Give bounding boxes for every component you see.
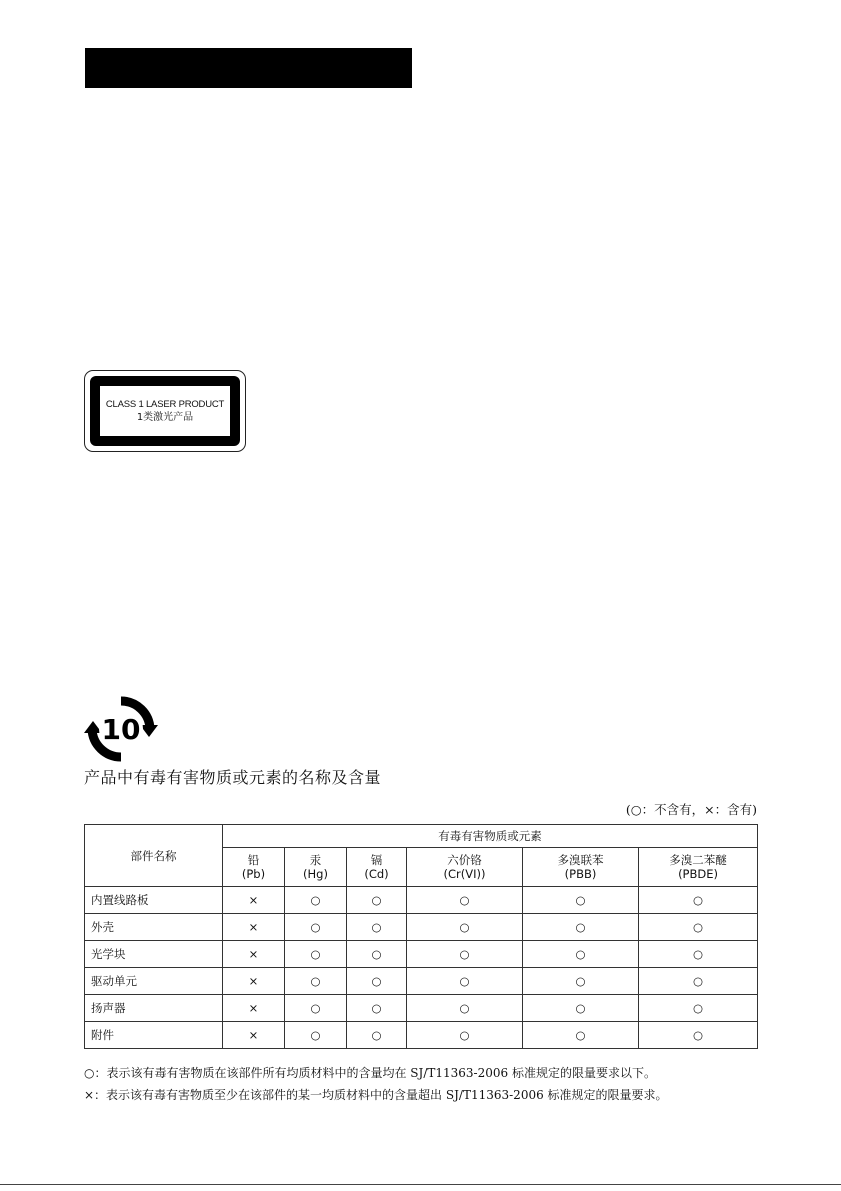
section-title: 产品中有毒有害物质或元素的名称及含量 — [84, 768, 382, 787]
substance-status-cell: × — [223, 968, 285, 995]
legend-note: (○：不含有，×：含有) — [625, 802, 757, 817]
substance-name: 六价铬 — [447, 853, 482, 867]
substance-status-cell: ○ — [285, 887, 347, 914]
laser-label-line2: 1类激光产品 — [136, 411, 194, 423]
substance-name: 汞 — [309, 853, 322, 867]
table-body — [85, 887, 758, 1049]
substance-status-cell: ○ — [285, 1022, 347, 1049]
substance-name: 多溴二苯醚 — [669, 853, 727, 867]
substance-header — [223, 848, 285, 887]
laser-label-panel — [100, 386, 230, 436]
substance-status-cell: ○ — [639, 914, 758, 941]
substance-group-header: 有毒有害物质或元素 — [223, 825, 758, 848]
substance-status-cell: ○ — [523, 914, 639, 941]
substance-status-cell: ○ — [639, 1022, 758, 1049]
laser-label-line1: CLASS 1 LASER PRODUCT — [105, 398, 225, 410]
substance-name: 镉 — [370, 853, 383, 867]
part-name-cell: 附件 — [85, 1022, 223, 1049]
substance-status-cell: ○ — [523, 968, 639, 995]
substance-status-cell: ○ — [639, 968, 758, 995]
substance-status-cell: ○ — [285, 914, 347, 941]
part-name-cell: 外壳 — [85, 914, 223, 941]
substance-status-cell: ○ — [285, 995, 347, 1022]
substance-header — [407, 848, 523, 887]
part-name-cell: 内置线路板 — [85, 887, 223, 914]
table-row — [85, 887, 758, 914]
substance-header — [285, 848, 347, 887]
substance-symbol: (Cr(VI)) — [443, 867, 486, 881]
substance-status-cell: ○ — [639, 995, 758, 1022]
substance-status-cell: ○ — [407, 914, 523, 941]
environmental-protection-use-period-10-icon — [84, 695, 158, 763]
hazardous-substance-table — [84, 824, 758, 1049]
table-row — [85, 914, 758, 941]
substance-name: 铅 — [247, 853, 260, 867]
laser-product-label — [84, 370, 246, 452]
substance-status-cell: × — [223, 995, 285, 1022]
substance-symbol: (Cd) — [364, 867, 389, 881]
part-name-cell: 光学块 — [85, 941, 223, 968]
table-row — [85, 995, 758, 1022]
substance-status-cell: ○ — [523, 995, 639, 1022]
table-row — [85, 941, 758, 968]
substance-header — [347, 848, 407, 887]
table-row — [85, 1022, 758, 1049]
substance-status-cell: ○ — [523, 887, 639, 914]
substance-status-cell: ○ — [523, 941, 639, 968]
substance-symbol: (Pb) — [241, 867, 266, 881]
substance-status-cell: × — [223, 941, 285, 968]
substance-header — [639, 848, 758, 887]
substance-status-cell: × — [223, 914, 285, 941]
substance-symbol: (Hg) — [303, 867, 328, 881]
substance-status-cell: × — [223, 1022, 285, 1049]
substance-status-cell: ○ — [347, 968, 407, 995]
footnote-circle: ○：表示该有毒有害物质在该部件所有均质材料中的含量均在 SJ/T11363-2006 标准规定的限量要求以下。 — [84, 1066, 656, 1080]
page-bottom-rule — [0, 1184, 841, 1185]
substance-status-cell: ○ — [407, 995, 523, 1022]
substance-status-cell: ○ — [347, 995, 407, 1022]
substance-status-cell: ○ — [407, 941, 523, 968]
substance-status-cell: × — [223, 887, 285, 914]
substance-status-cell: ○ — [407, 1022, 523, 1049]
laser-label-frame — [90, 376, 240, 446]
substance-status-cell: ○ — [523, 1022, 639, 1049]
table-row — [85, 968, 758, 995]
substance-status-cell: ○ — [347, 1022, 407, 1049]
footnote-cross: ×：表示该有毒有害物质至少在该部件的某一均质材料中的含量超出 SJ/T11363-2006 标准规定的限量要求。 — [84, 1088, 668, 1102]
substance-status-cell: ○ — [407, 887, 523, 914]
substance-status-cell: ○ — [639, 887, 758, 914]
substance-header — [523, 848, 639, 887]
part-name-header: 部件名称 — [85, 825, 223, 887]
part-name-cell: 驱动单元 — [85, 968, 223, 995]
substance-symbol: (PBB) — [564, 867, 597, 881]
substance-symbol: (PBDE) — [678, 867, 718, 881]
substance-status-cell: ○ — [407, 968, 523, 995]
substance-status-cell: ○ — [347, 914, 407, 941]
substance-status-cell: ○ — [347, 941, 407, 968]
substance-status-cell: ○ — [285, 941, 347, 968]
table-header-group-row — [85, 825, 758, 848]
substance-status-cell: ○ — [347, 887, 407, 914]
substance-status-cell: ○ — [639, 941, 758, 968]
header-black-bar — [85, 48, 412, 88]
substance-name: 多溴联苯 — [557, 853, 604, 867]
substance-status-cell: ○ — [285, 968, 347, 995]
part-name-cell: 扬声器 — [85, 995, 223, 1022]
logo-number: 10 — [101, 713, 141, 746]
